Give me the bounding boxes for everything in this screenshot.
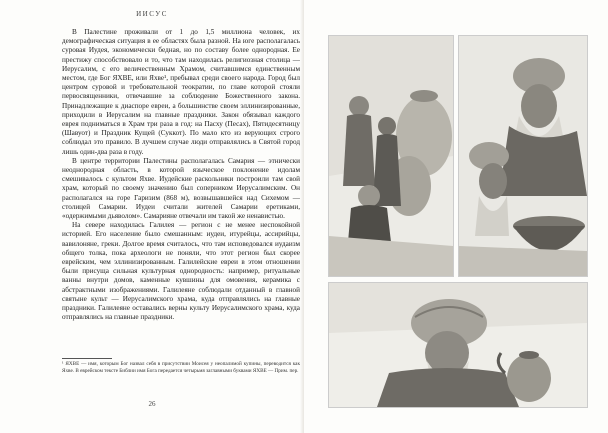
- man-with-jug-icon: [329, 283, 587, 407]
- page-number: 26: [148, 400, 156, 408]
- paragraph: В Палестине проживали от 1 до 1,5 миллиона человек, их демографическая ситуация в ее областях была разной. На юге располагалась суровая Иудея, экономически бедная, но по составу более однородная. Ее престижу способствовало и то, что там находилась религиозная столица — Иерусалим, с его величественным Храмом, считавшимся единственным местом, где Бог ЯХВЕ, или Яхве¹, пребывал среди своего народа. Город был центром суровой и требовательной теократии, по главе которой стояли первосвященники, отвечавшие за соблюдение Божественного закона. Принадлежащие к диаспоре евреи, а большинстве своем эллинизированные, приходили в Иерусалим на главные праздники. Закон обязывал каждого еврея подниматься в Храм три раза в год: на Пасху (Песах), Пятидесятницу (Шавуот) и Праздник Кущей (Суккот). По мало кто из верующих строго соблюдал это правило. В лучшем случае люди отправлялись в Святой город лишь один-два раза в году.: [62, 28, 300, 156]
- paragraph: На севере находилась Галилея — регион с не менее неспокойной историей. Его население было смешанным: иудеи, итурейцы, ассирийцы, вавилоняне, греки. Долгое время считалось, что там исповедовался иудаизм общего толка, пока археологи не поняли, что этот регион был скорее еврейским, чем эллинизированным. Галилейские евреи в этом отношении были присуща сильная культурная однородность: например, ритуальные ванны внутри домов, каменные кувшины для омовения, керамика с абстрактными изображениями. Галилеяне соблюдали отданный в главной святыне культ — Иерусалимского храма, куда отправлялись на главные праздники. Галилеяне оставались верны культу Иерусалимского храма, куда отправлялись на главные праздники.: [62, 221, 300, 322]
- bearded-men-clay-jars-icon: [329, 36, 453, 276]
- footnote-rule: [62, 358, 112, 359]
- illustration-washing: [328, 282, 588, 408]
- footnote: ¹ ЯХВЕ — имя, которым Бог назвал себя в присутствии Моисея у неопалимой купины, переводится как Яхве. В еврейском тексте Библии имя Бога передается четырьмя заглавными буквами ЯХВЕ — Прим. пер.: [62, 361, 300, 374]
- illustration-vessels: [328, 35, 454, 277]
- paragraph: В центре территории Палестины располагалась Самария — этнически неоднородная область, в которой языческое поклонение идолам смешивалось с культом Яхве. Иудейские раскольники построили там свой храм, который по своему значению был соперником Иерусалимским. Он располагался на горе Гаризим (868 м), возвышавшейся над Сихемом — столицей Самарии. Иудеи считали жителей Самарии еретиками, «одержимыми дьяволом». Самарияне отвечали им такой же ненавистью.: [62, 156, 300, 221]
- illustration-elders: [458, 35, 588, 277]
- body-text: [62, 28, 300, 323]
- running-head: ИИСУС: [136, 10, 168, 18]
- elders-with-vessels-icon: [459, 36, 587, 276]
